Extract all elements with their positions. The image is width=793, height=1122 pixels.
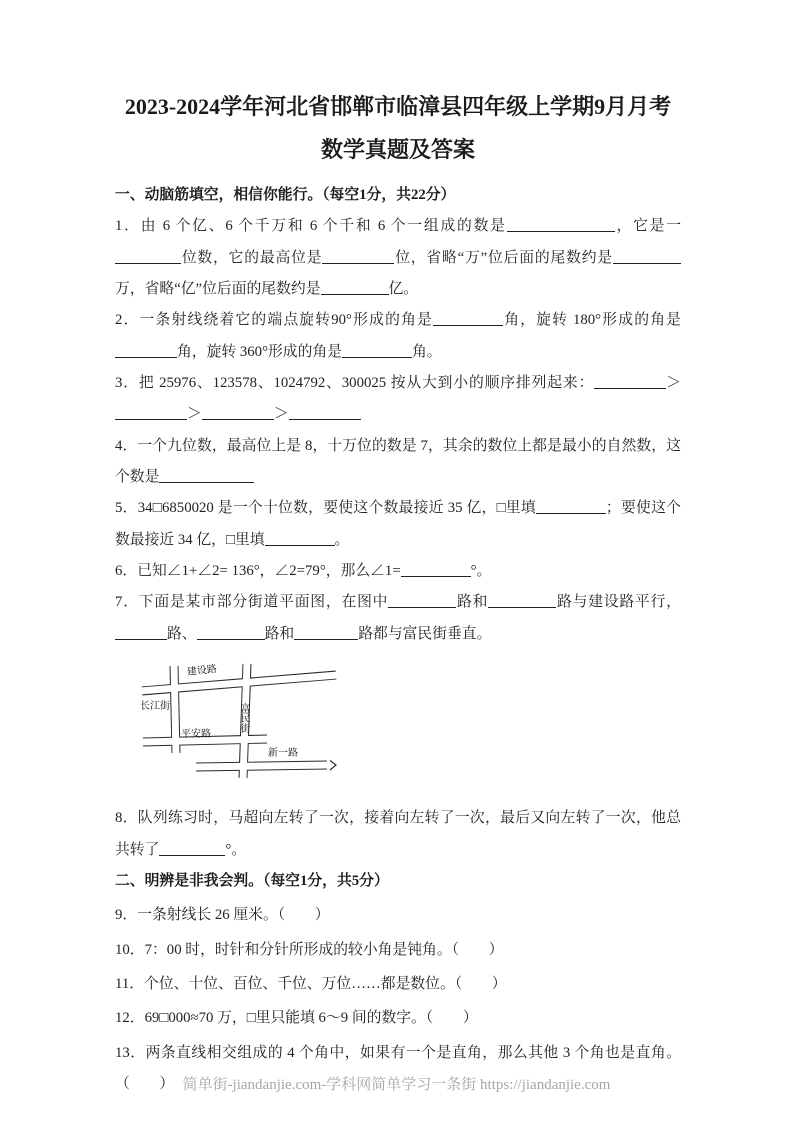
answer-blank bbox=[507, 218, 615, 232]
answer-blank bbox=[388, 594, 456, 608]
map-label-xinyi-road: 新一路 bbox=[268, 748, 298, 760]
question-8: 8．队列练习时，马超向左转了一次，接着向左转了一次，最后又向左转了一次，他总共转了 °。 bbox=[115, 810, 681, 858]
question-4: 4．一个九位数，最高位上是 8，十万位的数是 7，其余的数位上都是最小的自然数，这个数是 bbox=[115, 437, 681, 486]
answer-blank bbox=[594, 375, 666, 389]
answer-blank bbox=[433, 312, 503, 326]
exam-title bbox=[115, 86, 681, 172]
question-11: 11．个位、十位、百位、千位、万位……都是数位。（ ） bbox=[115, 975, 507, 992]
question-9: 9．一条射线长 26 厘米。（ ） bbox=[115, 907, 330, 924]
map-label-pingan-road: 平安路 bbox=[181, 729, 211, 741]
section-1-heading: 一、动脑筋填空，相信你能行。（每空1分，共22分） bbox=[115, 186, 456, 203]
answer-blank bbox=[401, 563, 471, 577]
answer-blank bbox=[202, 406, 274, 420]
question-12: 12．69□000≈70 万，□里只能填 6～9 间的数字。（ ） bbox=[115, 1010, 478, 1027]
title-line-2: 数学真题及答案 bbox=[320, 136, 475, 162]
question-5: 5．34□6850020 是一个十位数，要使这个数最接近 35 亿，□里填 ；要使这个数最接近 34 亿，□里填 。 bbox=[115, 500, 681, 548]
footer-watermark: 简单街-jiandanjie.com-学科网简单学习一条街 https://jiandanjie.com bbox=[182, 1077, 611, 1093]
answer-blank bbox=[321, 281, 389, 295]
question-1: 1．由 6 个亿、6 个千万和 6 个千和 6 个一组成的数是 ，它是一位数，它的最高位是 位，省略“万”位后面的尾数约是万，省略“亿”位后面的尾数约是 亿。 bbox=[115, 218, 681, 297]
question-7: 7．下面是某市部分街道平面图，在图中 路和 路与建设路平行，路、 路和 路都与富民街垂直。 bbox=[115, 594, 681, 642]
section-2-heading: 二、明辨是非我会判。（每空1分，共5分） bbox=[115, 872, 389, 889]
answer-blank bbox=[115, 406, 187, 420]
street-map bbox=[139, 662, 344, 787]
answer-blank bbox=[294, 626, 358, 640]
answer-blank bbox=[159, 469, 254, 483]
answer-blank bbox=[342, 344, 412, 358]
answer-blank bbox=[197, 626, 265, 640]
map-label-changjiang-street: 长江街 bbox=[140, 701, 170, 713]
answer-blank bbox=[265, 532, 335, 546]
answer-blank bbox=[289, 406, 361, 420]
answer-blank bbox=[115, 344, 177, 358]
title-line-1: 2023-2024学年河北省邯郸市临漳县四年级上学期9月月考 bbox=[124, 94, 672, 119]
map-label-fumin-street: 富民街 bbox=[238, 703, 249, 734]
answer-blank bbox=[159, 842, 225, 856]
question-13: 13．两条直线相交组成的 4 个角中，如果有一个是直角，那么其他 3 个角也是直角。（ ） bbox=[115, 1044, 681, 1093]
question-3: 3．把 25976、123578、1024792、300025 按从大到小的顺序排列起来： ＞＞ ＞ bbox=[115, 374, 681, 423]
answer-blank bbox=[115, 250, 181, 264]
answer-blank bbox=[536, 500, 606, 514]
answer-blank bbox=[322, 250, 394, 264]
question-6: 6．已知∠1+∠2= 136°，∠2=79°，那么∠1= °。 bbox=[115, 563, 492, 580]
answer-blank bbox=[488, 594, 556, 608]
question-2: 2．一条射线绕着它的端点旋转90°形成的角是 角，旋转 180°形成的角是角，旋转 360°形成的角是 角。 bbox=[115, 312, 681, 360]
answer-blank bbox=[613, 250, 681, 264]
answer-blank bbox=[115, 626, 167, 640]
map-label-jianshe-road: 建设路 bbox=[186, 664, 218, 679]
question-10: 10．7：00 时，时针和分针所形成的较小角是钝角。（ ） bbox=[115, 941, 504, 958]
